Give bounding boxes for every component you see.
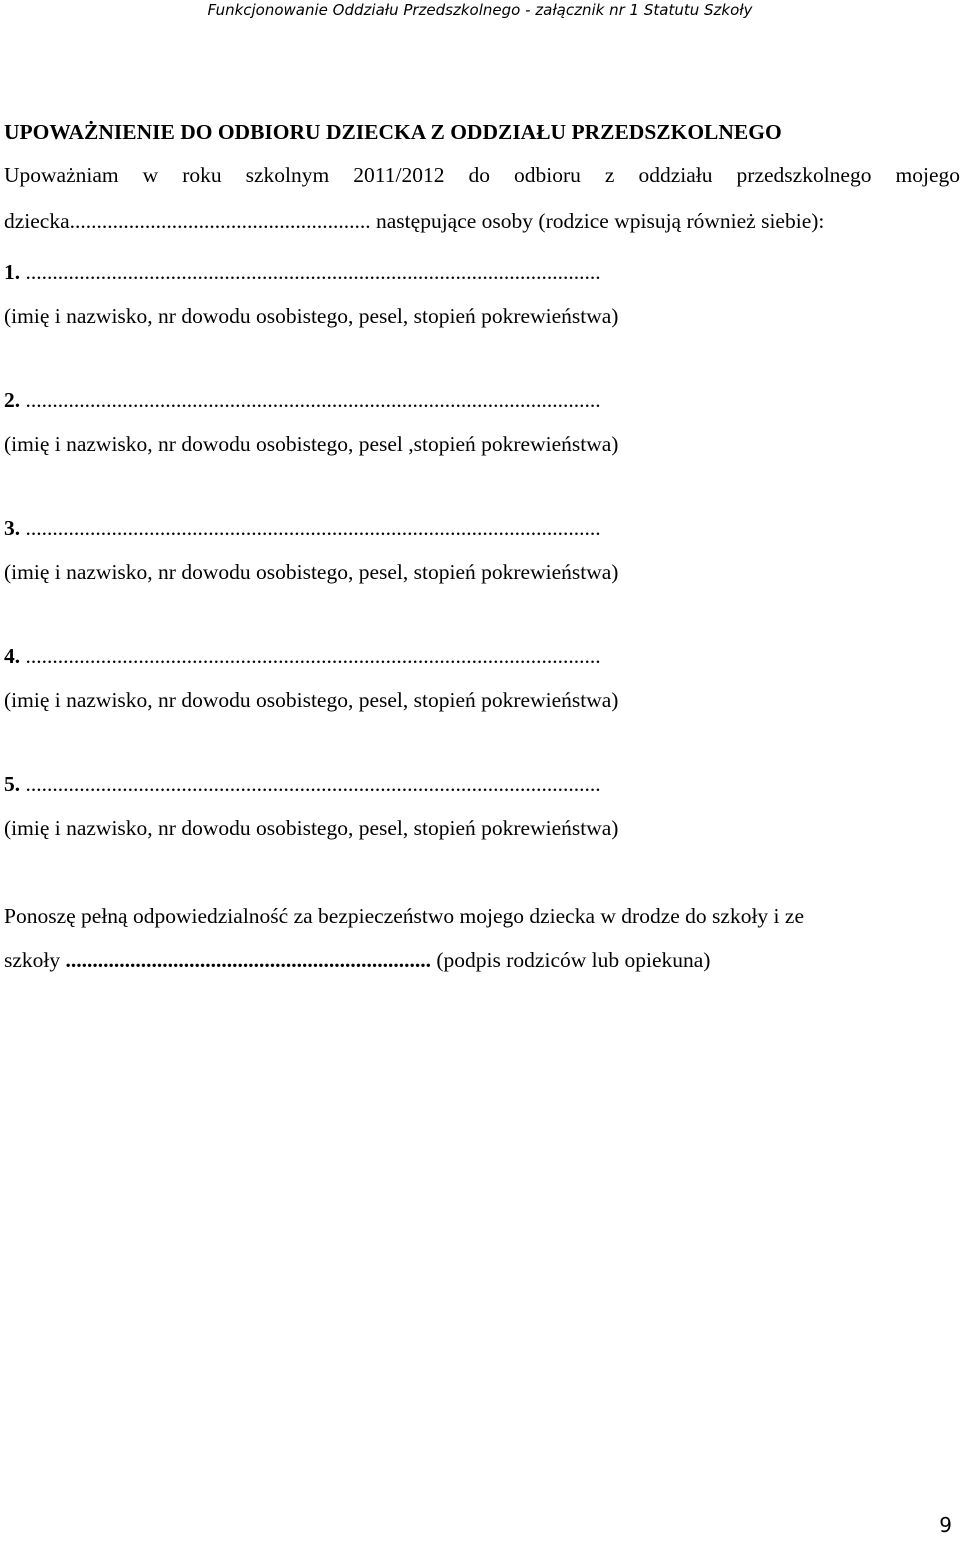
entry-caption: (imię i nazwisko, nr dowodu osobistego, pesel, stopień pokrewieństwa) <box>4 688 619 712</box>
page-header: Funkcjonowanie Oddziału Przedszkolnego - załącznik nr 1 Statutu Szkoły <box>207 1 753 19</box>
person-entry-2 <box>4 378 960 466</box>
signature-label: (podpis rodziców lub opiekuna) <box>436 948 711 972</box>
person-entry-5 <box>4 762 960 850</box>
entry-caption: (imię i nazwisko, nr dowodu osobistego, pesel ,stopień pokrewieństwa) <box>4 432 619 456</box>
person-entry-3 <box>4 506 960 594</box>
entry-caption: (imię i nazwisko, nr dowodu osobistego, pesel, stopień pokrewieństwa) <box>4 816 619 840</box>
responsibility-statement: Ponoszę pełną odpowiedzialność za bezpieczeństwo mojego dziecka w drodze do szkoły i ze <box>4 904 804 928</box>
intro-paragraph: Upoważniam w roku szkolnym 2011/2012 do odbioru z oddziału przedszkolnego mojego dziecka........................................................ następujące osoby (rodzice wpisują również siebie): <box>4 163 960 233</box>
entry-fill-line: ........................................................................................................... <box>25 260 601 284</box>
entry-number: 3. <box>4 516 21 540</box>
entry-fill-line: ........................................................................................................... <box>25 772 601 796</box>
statement-end: szkoły <box>4 948 61 972</box>
document-body <box>4 112 960 982</box>
entry-fill-line: ........................................................................................................... <box>25 516 601 540</box>
entry-number: 1. <box>4 260 21 284</box>
signature-fill-line: .................................................................... <box>65 948 432 972</box>
entry-caption: (imię i nazwisko, nr dowodu osobistego, pesel, stopień pokrewieństwa) <box>4 560 619 584</box>
entry-number: 4. <box>4 644 21 668</box>
page-number: 9 <box>939 1513 952 1537</box>
person-entry-4 <box>4 634 960 722</box>
document-title: UPOWAŻNIENIE DO ODBIORU DZIECKA Z ODDZIAŁU PRZEDSZKOLNEGO <box>4 120 782 144</box>
entry-number: 2. <box>4 388 21 412</box>
entry-number: 5. <box>4 772 21 796</box>
signature-line <box>4 938 960 982</box>
entry-caption: (imię i nazwisko, nr dowodu osobistego, pesel, stopień pokrewieństwa) <box>4 304 619 328</box>
entry-fill-line: ........................................................................................................... <box>25 644 601 668</box>
person-entry-1 <box>4 250 960 338</box>
entry-fill-line: ........................................................................................................... <box>25 388 601 412</box>
